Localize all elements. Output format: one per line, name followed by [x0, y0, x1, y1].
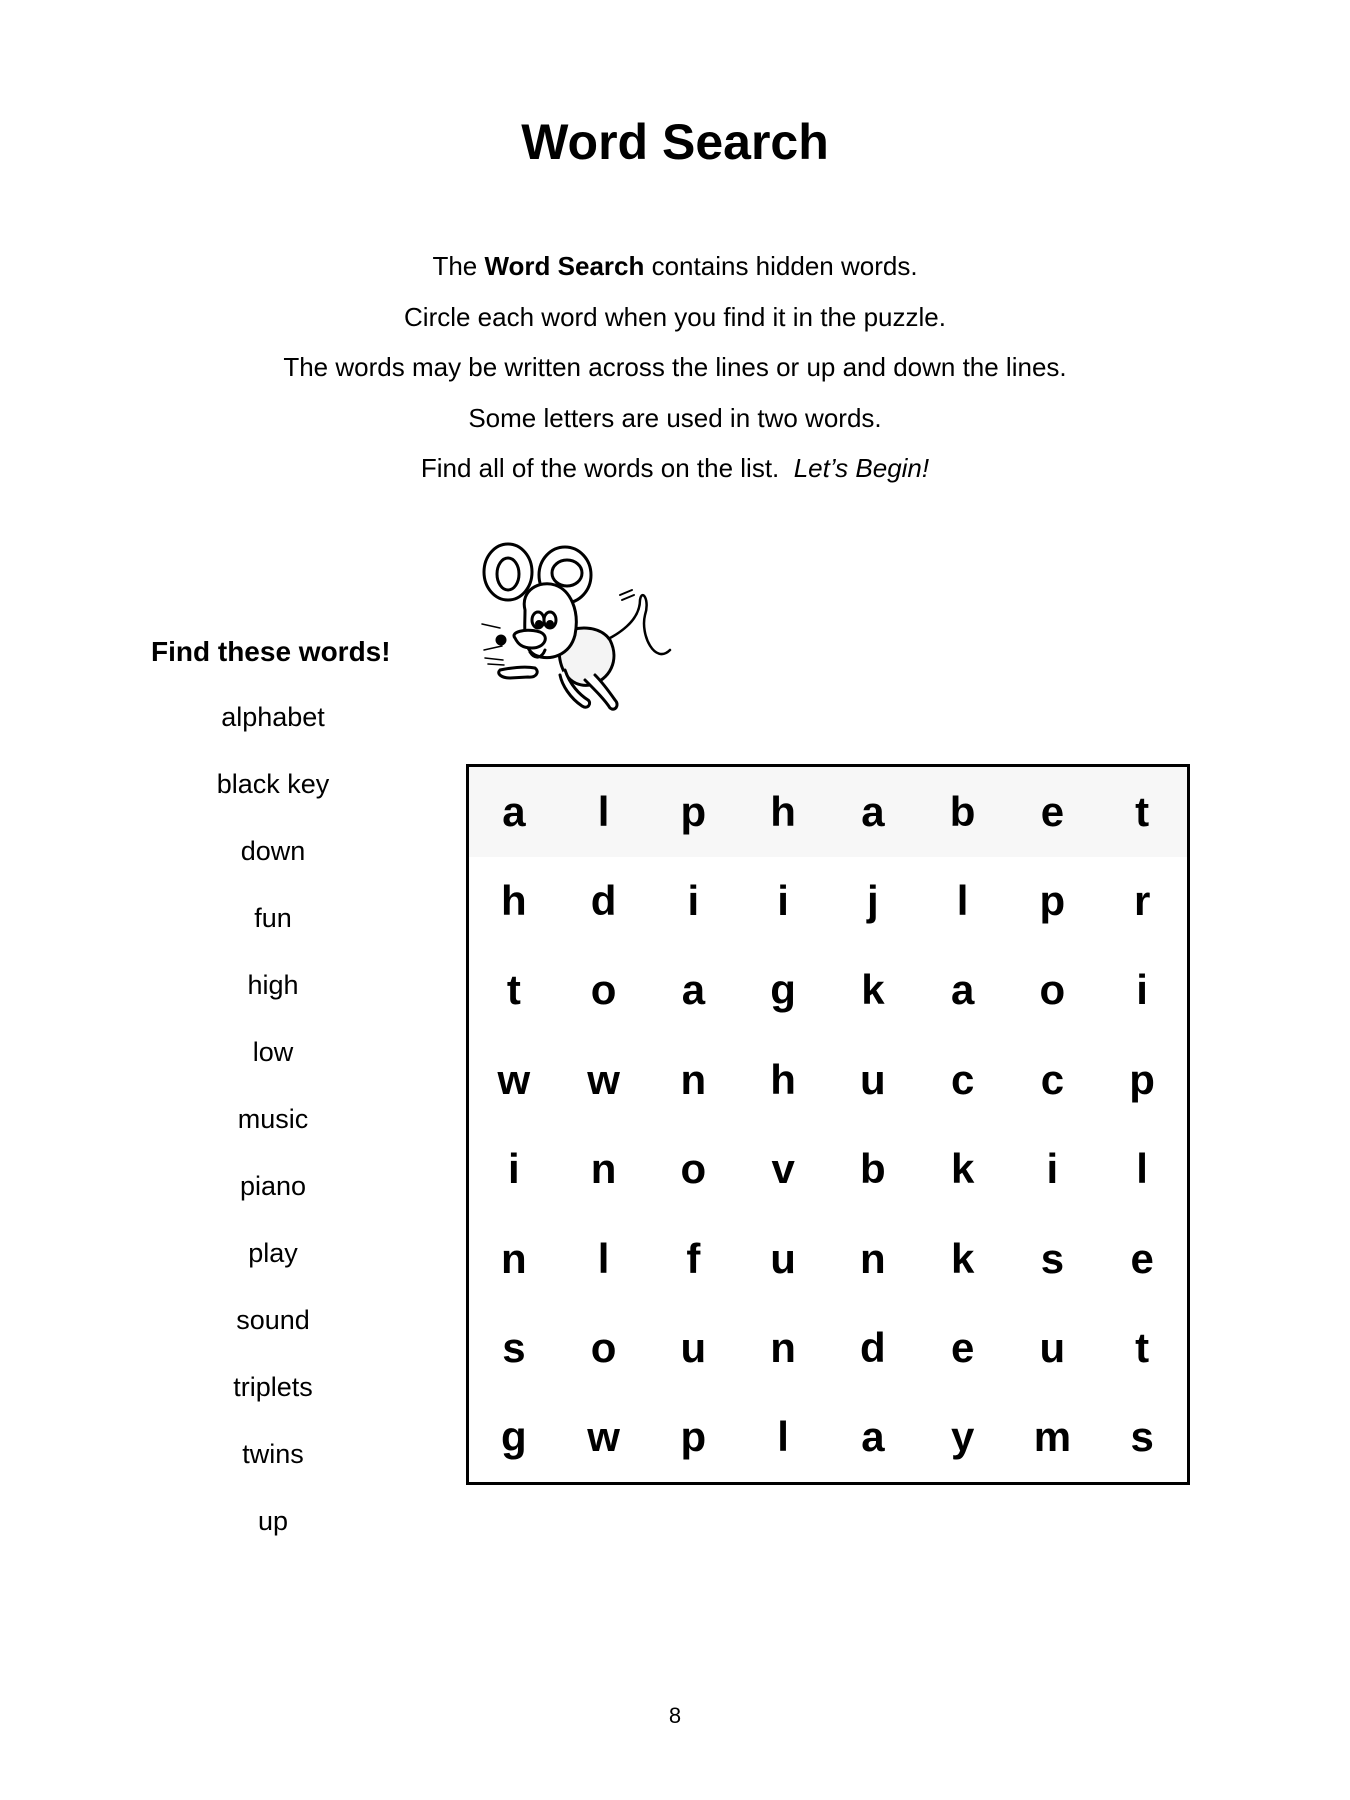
grid-cell[interactable]: a [502, 787, 526, 835]
grid-cell[interactable]: e [1040, 787, 1065, 835]
word-list-item: piano [239, 1171, 307, 1201]
grid-cell[interactable]: l [597, 787, 610, 835]
grid-cell[interactable]: p [1129, 1055, 1155, 1103]
grid-cell[interactable]: d [590, 877, 617, 925]
grid-cell[interactable]: f [686, 1234, 701, 1282]
word-list-item: alphabet [221, 702, 325, 732]
grid-cell[interactable]: c [1040, 1055, 1065, 1103]
instruction-italic-text: Let’s Begin! [793, 453, 930, 483]
grid-cell[interactable]: o [590, 966, 617, 1014]
grid-cell[interactable]: h [770, 1055, 796, 1103]
word-list-item: black key [216, 769, 330, 799]
grid-cell[interactable]: r [1133, 877, 1151, 925]
grid-cell[interactable]: i [1136, 966, 1148, 1014]
grid-cell[interactable]: p [680, 787, 707, 835]
grid-cell[interactable]: p [680, 1413, 707, 1461]
grid-cell[interactable]: g [770, 966, 796, 1014]
word-list-item: low [252, 1037, 294, 1067]
grid-cell[interactable]: u [860, 1055, 886, 1103]
instruction-text: The [432, 251, 485, 281]
grid-cell[interactable]: u [770, 1234, 796, 1282]
instruction-line-4: Some letters are used in two words. [468, 403, 882, 433]
grid-cell[interactable]: i [687, 877, 700, 925]
grid-cell[interactable]: h [501, 877, 527, 925]
instruction-line-3: The words may be written across the lines or up and down the lines. [283, 352, 1067, 382]
grid-cell[interactable]: i [777, 877, 789, 925]
grid-cell[interactable]: l [956, 877, 969, 925]
word-list-item: triplets [233, 1372, 313, 1402]
word-list-heading: Find these words! [151, 636, 391, 667]
grid-cell[interactable]: a [950, 966, 975, 1014]
word-list-item: down [240, 836, 306, 866]
grid-cell[interactable]: o [590, 1323, 617, 1371]
instruction-bold-text: Word Search [484, 251, 645, 281]
grid-cell[interactable]: p [1039, 877, 1066, 925]
grid-cell[interactable]: s [1130, 1413, 1154, 1461]
word-list-item: high [247, 970, 299, 1000]
grid-cell[interactable]: g [501, 1413, 527, 1461]
grid-cell[interactable]: s [502, 1323, 526, 1371]
grid-cell[interactable]: t [1135, 1323, 1150, 1371]
grid-cell[interactable]: n [590, 1145, 617, 1193]
grid-cell[interactable]: n [860, 1234, 886, 1282]
word-list-item: music [237, 1104, 309, 1134]
page-title: Word Search [521, 114, 829, 170]
page-number: 8 [668, 1703, 682, 1728]
grid-cell[interactable]: k [950, 1145, 975, 1193]
word-list-item: up [257, 1506, 289, 1536]
grid-cell[interactable]: k [950, 1234, 975, 1282]
grid-cell[interactable]: a [861, 787, 885, 835]
grid-cell[interactable]: i [1046, 1145, 1059, 1193]
grid-cell[interactable]: o [680, 1145, 707, 1193]
grid-cell[interactable]: d [860, 1323, 886, 1371]
grid-cell[interactable]: a [861, 1413, 885, 1461]
grid-cell[interactable]: v [771, 1145, 795, 1193]
grid-cell[interactable]: n [680, 1055, 707, 1103]
grid-cell[interactable]: o [1039, 966, 1066, 1014]
grid-cell[interactable]: l [597, 1234, 610, 1282]
grid-cell[interactable]: b [860, 1145, 886, 1193]
grid-cell[interactable]: i [508, 1145, 520, 1193]
grid-cell[interactable]: j [867, 877, 879, 925]
grid-cell[interactable]: w [587, 1413, 620, 1461]
instruction-line-2: Circle each word when you find it in the puzzle. [404, 302, 946, 332]
word-list-item: fun [254, 903, 292, 933]
grid-cell[interactable]: l [777, 1413, 789, 1461]
instruction-text: contains hidden words. [644, 251, 918, 281]
grid-cell[interactable]: s [1040, 1234, 1065, 1282]
word-list-item: twins [242, 1439, 304, 1469]
grid-cell[interactable]: l [1136, 1145, 1148, 1193]
grid-cell[interactable]: k [861, 966, 885, 1014]
cartoon-mouse-icon [470, 540, 680, 715]
instruction-line-5 [0, 453, 1350, 483]
grid-cell[interactable]: a [681, 966, 706, 1014]
grid-cell[interactable]: u [1039, 1323, 1066, 1371]
instruction-text: Find all of the words on the list. [420, 453, 794, 483]
grid-cell[interactable]: t [506, 966, 521, 1014]
grid-cell[interactable]: y [950, 1413, 975, 1461]
grid-cell[interactable]: e [1130, 1234, 1154, 1282]
grid-cell[interactable]: c [950, 1055, 975, 1103]
grid-cell[interactable]: w [587, 1055, 620, 1103]
word-list-item: sound [236, 1305, 310, 1335]
grid-cell[interactable]: t [1135, 787, 1150, 835]
grid-cell[interactable]: m [1033, 1413, 1072, 1461]
grid-cell[interactable]: w [497, 1055, 531, 1103]
grid-cell[interactable]: n [770, 1323, 796, 1371]
grid-cell[interactable]: n [501, 1234, 527, 1282]
word-search-grid [466, 764, 1190, 1485]
instruction-line-1 [0, 251, 1350, 281]
grid-cell[interactable]: e [950, 1323, 975, 1371]
grid-cell[interactable]: h [770, 787, 796, 835]
word-list-item: play [248, 1238, 298, 1268]
grid-cell[interactable]: u [680, 1323, 707, 1371]
grid-cell[interactable]: b [949, 787, 976, 835]
